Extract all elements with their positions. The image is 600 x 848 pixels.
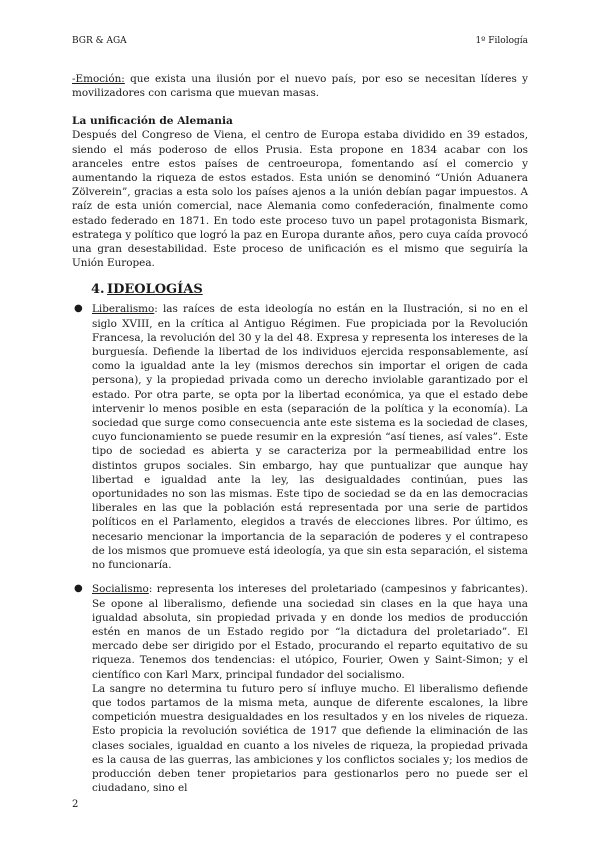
section-heading [91, 282, 528, 298]
section-title: IDEOLOGÍAS [107, 282, 203, 298]
header-course: 1º Filología [475, 36, 528, 46]
bullet-icon: ● [74, 303, 83, 315]
page-number: 2 [72, 799, 79, 810]
intro-text: que exista una ilusión por el nuevo país, por eso se necesitan líderes y movilizadores con carisma que muevan masas. [72, 73, 528, 100]
liberalismo-label: Liberalismo [92, 303, 155, 316]
socialismo-text: : representa los intereses del proletariado (campesinos y fabricantes). Se opone al liberalismo, defiende una sociedad sin clases en la que haya una igualdad absoluta, sin propiedad privada y en donde los medios de producción estén en manos de un Estado regido por “la dictadura del proletariado”. El mercado debe ser dirigido por el Estado, procurando el reparto equitativo de su riqueza. Tenemos dos tendencias: el utópico, Fourier, Owen y Saint-Simon; y el científico con Karl Marx, principal fundador del socialismo. [92, 583, 528, 681]
ideologies-list [72, 302, 528, 795]
socialismo-label: Socialismo [92, 583, 149, 596]
bullet-icon: ● [74, 583, 83, 595]
intro-label: -Emoción: [72, 73, 125, 85]
unificacion-title: La unificación de Alemania [72, 115, 233, 128]
socialismo-paragraph-2: La sangre no determina tu futuro pero sí influye mucho. El liberalismo defiende que todos partamos de la misma meta, aunque de diferente escalones, la libre competición muestra desigualdades en los resultados y en los niveles de riqueza. Esto propicia la revolución soviética de 1917 que defiende la eliminación de las clases sociales, igualdad en cuanto a los niveles de riqueza, la propiedad privada es la causa de las guerras, las ambiciones y los conflictos sociales y; los medios de producción deben tener propietarios para gestionarlos pero no puede ser el ciudadano, sino el [92, 682, 528, 795]
section-number: 4. [91, 282, 105, 298]
liberalismo-text: : las raíces de esta ideología no están en la Ilustración, si no en el siglo XVIII, en la crítica al Antiguo Régimen. Fue propiciada por la Revolución Francesa, la revolución del 30 y la del 48. Expresa y representa los intereses de la burguesía. Defiende la libertad de los individuos ejercida responsablemente, así como la igualdad ante la ley (mismos derechos sin importar el origen de cada persona), y la propiedad privada como un derecho inviolable garantizado por el estado. Por otra parte, se opta por la libertad económica, ya que el estado debe intervenir lo menos posible en esta (separación de la política y la economía). La sociedad que surge como consecuencia ante este sistema es la sociedad de clases, cuyo funcionamiento se puede resumir en la expresión “así tienes, así vales”. Este tipo de sociedad es abierta y se caracteriza por la permeabilidad entre los distintos grupos sociales. Sin embargo, hay que puntualizar que aunque hay libertad e igualdad ante la ley, las desigualdades continúan, pues las oportunidades no son las mismas. Este tipo de sociedad se da en las democracias liberales en las que la población está representada por una serie de partidos políticos en el Parlamento, elegidos a través de elecciones libres. Por último, es necesario mencionar la importancia de la separación de poderes y el contrapeso de los mismos que promueve está ideología, ya que sin esta separación, el sistema no funcionaría. [92, 303, 528, 572]
list-item-socialismo [72, 582, 528, 795]
liberalismo-paragraph [92, 302, 528, 572]
intro-paragraph [72, 72, 528, 100]
list-item-liberalismo [72, 302, 528, 572]
unificacion-paragraph: Después del Congreso de Viena, el centro de Europa estaba dividido en 39 estados, siendo el más poderoso de ellos Prusia. Esta propone en 1834 acabar con los aranceles entre estos países de centroeuropa, fomentando así el comercio y aumentando la riqueza de estos estados. Esta unión se denominó “Unión Aduanera Zölverein”, gracias a esta solo los países ajenos a la unión debían pagar impuestos. A raíz de esta unión comercial, nace Alemania como confederación, finalmente como estado federado en 1871. En todo este proceso tuvo un papel protagonista Bismark, estratega y político que logró la paz en Europa durante años, pero cuya caída provocó una gran desestabilidad. Este proceso de unificación es el mismo que seguiría la Unión Europea. [72, 129, 528, 270]
header-authors: BGR & AGA [72, 36, 127, 46]
socialismo-paragraph [92, 582, 528, 681]
page-content [72, 72, 528, 805]
